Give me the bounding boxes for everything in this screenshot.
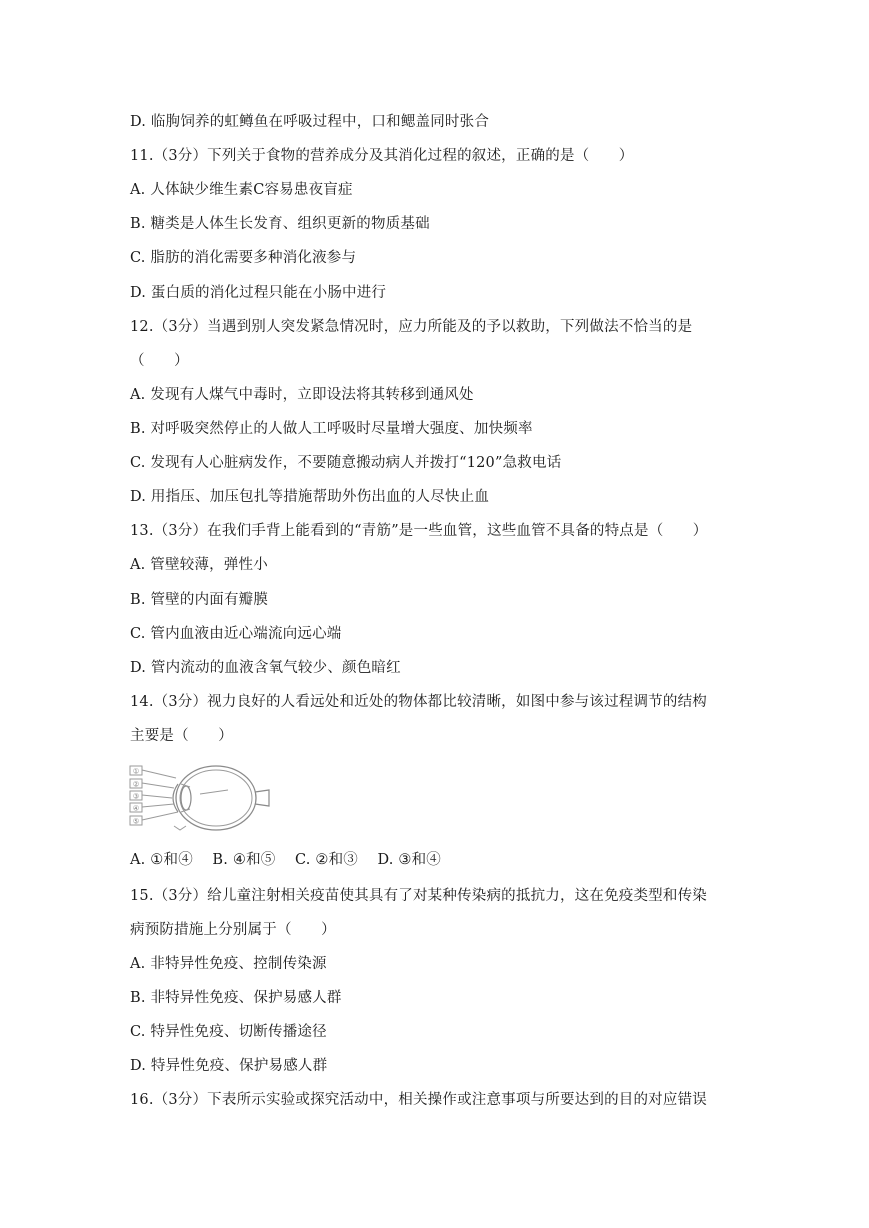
q15-stem-cont: 病预防措施上分别属于（ ）	[130, 922, 336, 938]
q11-option-d: D. 蛋白质的消化过程只能在小肠中进行	[130, 285, 387, 301]
q15-option-a: A. 非特异性免疫、控制传染源	[130, 956, 327, 972]
figure-label-3: ③	[132, 792, 140, 801]
q12-stem: 12.（3分）当遇到别人突发紧急情况时，应力所能及的予以救助，下列做法不恰当的是	[130, 319, 693, 335]
q12-option-a: A. 发现有人煤气中毒时，立即设法将其转移到通风处	[130, 387, 474, 403]
q14-stem-cont: 主要是（ ）	[130, 728, 233, 744]
q13-stem: 13.（3分）在我们手背上能看到的“青筋”是一些血管，这些血管不具备的特点是（ ）	[130, 523, 708, 539]
q10-option-d: D. 临朐饲养的虹鳟鱼在呼吸过程中，口和鳃盖同时张合	[130, 114, 490, 130]
q16-stem: 16.（3分）下表所示实验或探究活动中，相关操作或注意事项与所要达到的目的对应错误	[130, 1092, 707, 1108]
q15-option-d: D. 特异性免疫、保护易感人群	[130, 1058, 328, 1074]
q14-stem: 14.（3分）视力良好的人看远处和近处的物体都比较清晰，如图中参与该过程调节的结构	[130, 694, 707, 710]
figure-label-2: ②	[132, 780, 140, 789]
eye-diagram-figure	[128, 760, 273, 840]
q15-option-b: B. 非特异性免疫、保护易感人群	[130, 990, 342, 1006]
q11-stem: 11.（3分）下列关于食物的营养成分及其消化过程的叙述，正确的是（ ）	[130, 148, 634, 164]
figure-label-5: ⑤	[132, 817, 140, 826]
q12-option-d: D. 用指压、加压包扎等措施帮助外伤出血的人尽快止血	[130, 489, 490, 505]
q13-option-b: B. 管壁的内面有瓣膜	[130, 592, 269, 608]
q12-option-b: B. 对呼吸突然停止的人做人工呼吸时尽量增大强度、加快频率	[130, 421, 533, 437]
q12-stem-cont: （ ）	[130, 353, 189, 369]
q11-option-a: A. 人体缺少维生素C容易患夜盲症	[130, 182, 353, 198]
q13-option-a: A. 管壁较薄，弹性小	[130, 557, 268, 573]
q13-option-c: C. 管内血液由近心端流向远心端	[130, 626, 342, 642]
figure-label-1: ①	[132, 767, 140, 776]
q15-stem: 15.（3分）给儿童注射相关疫苗使其具有了对某种传染病的抵抗力，这在免疫类型和传染	[130, 888, 707, 904]
q12-option-c: C. 发现有人心脏病发作，不要随意搬动病人并拨打“120”急救电话	[130, 455, 562, 471]
q11-option-c: C. 脂肪的消化需要多种消化液参与	[130, 250, 357, 266]
figure-label-4: ④	[132, 804, 140, 813]
q13-option-d: D. 管内流动的血液含氧气较少、颜色暗红	[130, 660, 401, 676]
q15-option-c: C. 特异性免疫、切断传播途径	[130, 1024, 327, 1040]
q11-option-b: B. 糖类是人体生长发育、组织更新的物质基础	[130, 216, 430, 232]
q14-options: A. ①和④ B. ④和⑤ C. ②和③ D. ③和④	[130, 852, 442, 868]
